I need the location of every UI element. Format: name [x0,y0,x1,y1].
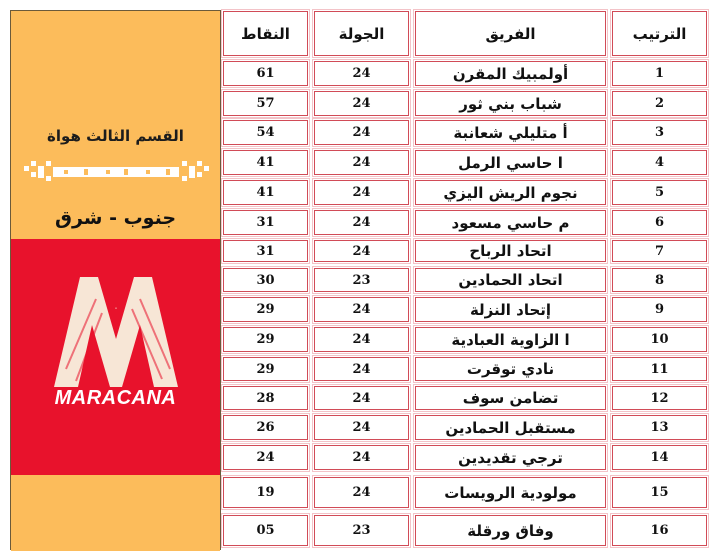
played-cell: 24 [314,327,409,352]
rank-cell: 5 [612,180,707,205]
points-cell: 57 [223,91,308,116]
played-cell: 24 [314,357,409,381]
team-cell: ا الزاوية العبادية [415,327,606,352]
played-cell: 24 [314,61,409,86]
played-cell: 23 [314,515,409,546]
played-cell: 24 [314,415,409,440]
points-cell: 31 [223,210,308,235]
rank-cell: 7 [612,240,707,262]
rank-cell: 6 [612,210,707,235]
points-cell: 29 [223,297,308,322]
panel-footer [11,475,220,551]
rank-cell: 16 [612,515,707,546]
division-title: القسم الثالث هواة [47,127,184,145]
rank-cell: 15 [612,477,707,508]
team-cell: م حاسي مسعود [415,210,606,235]
header-played: الجولة [314,11,409,56]
points-cell: 28 [223,386,308,410]
points-cell: 31 [223,240,308,262]
played-cell: 24 [314,210,409,235]
team-cell: تضامن سوف [415,386,606,410]
played-cell: 24 [314,386,409,410]
team-cell: ترجي تقديدين [415,445,606,470]
svg-text:M: M [115,308,117,310]
points-cell: 05 [223,515,308,546]
rank-cell: 9 [612,297,707,322]
played-cell: 23 [314,268,409,292]
team-cell: إتحاد النزلة [415,297,606,322]
rank-cell: 12 [612,386,707,410]
team-cell: ا حاسي الرمل [415,150,606,175]
rank-cell: 14 [612,445,707,470]
team-cell: وفاق ورقلة [415,515,606,546]
points-cell: 26 [223,415,308,440]
rank-cell: 1 [612,61,707,86]
rank-cell: 4 [612,150,707,175]
info-panel [10,10,221,550]
rank-cell: 2 [612,91,707,116]
panel-header [11,11,220,239]
header-team: الفريق [415,11,606,56]
team-cell: شباب بني ثور [415,91,606,116]
team-cell: مستقبل الحمادين [415,415,606,440]
points-cell: 19 [223,477,308,508]
team-cell: مولودية الرويسات [415,477,606,508]
played-cell: 24 [314,445,409,470]
ornament-divider-icon [24,157,209,187]
points-cell: 41 [223,150,308,175]
rank-cell: 3 [612,120,707,145]
rank-cell: 11 [612,357,707,381]
team-cell: أ متليلي شعانبة [415,120,606,145]
team-cell: اتحاد الرباح [415,240,606,262]
team-cell: أولمبيك المقرن [415,61,606,86]
points-cell: 41 [223,180,308,205]
played-cell: 24 [314,180,409,205]
team-cell: اتحاد الحمادين [415,268,606,292]
points-cell: 54 [223,120,308,145]
played-cell: 24 [314,477,409,508]
rank-cell: 13 [612,415,707,440]
team-cell: نادي توقرت [415,357,606,381]
points-cell: 30 [223,268,308,292]
rank-cell: 10 [612,327,707,352]
points-cell: 29 [223,327,308,352]
region-title: جنوب - شرق [54,207,177,229]
brand-block [11,239,220,475]
header-rank: الترتيب [612,11,707,56]
points-cell: 61 [223,61,308,86]
team-cell: نجوم الريش اليزي [415,180,606,205]
played-cell: 24 [314,120,409,145]
points-cell: 29 [223,357,308,381]
played-cell: 24 [314,240,409,262]
played-cell: 24 [314,297,409,322]
played-cell: 24 [314,150,409,175]
points-cell: 24 [223,445,308,470]
rank-cell: 8 [612,268,707,292]
played-cell: 24 [314,91,409,116]
header-points: النقاط [223,11,308,56]
brand-name: MARACANA [54,387,177,409]
